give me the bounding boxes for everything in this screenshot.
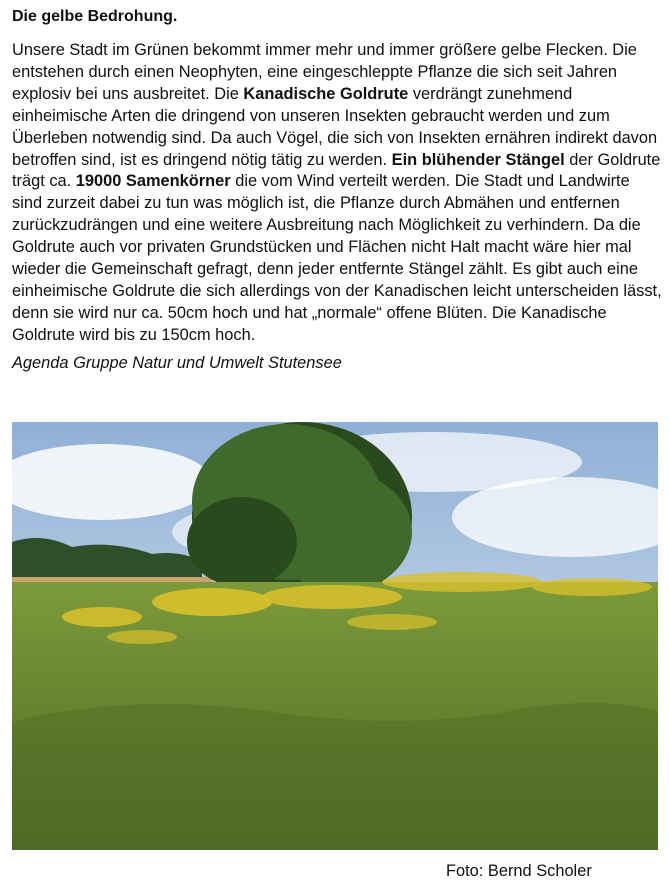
- goldenrod-field-photo: [12, 422, 658, 850]
- body-segment: die vom Wind verteilt werden. Die Stadt und Landwirte sind zurzeit dabei zu tun was möglich ist, die Pflanze durch Abmähen und entfernen zurückzudrängen und eine weitere Ausbreitung nach Möglichkeit zu verhindern. Da die Goldrute auch vor privaten Grundstücken und Flächen nicht Halt macht wäre hier mal wieder die Gemeinschaft gefragt, denn jeder entfernte Stängel zählt. Es gibt auch eine einheimische Goldrute die sich allerdings von der Kanadischen leicht unterscheiden lässt, denn sie wird nur ca. 50cm hoch und hat „normale“ offene Blüten. Die Kanadische Goldrute wird bis zu 150cm hoch.: [12, 172, 662, 344]
- body-segment: Unsere Stadt im Grünen bekommt immer mehr und immer größere gelbe Flecken. Die entstehen durch einen Neophyten, eine eingeschleppte Pflanze die sich seit Jahren explosiv bei uns ausbreitet. Die: [12, 41, 637, 103]
- author-line: Agenda Gruppe Natur und Umwelt Stutensee: [12, 354, 342, 372]
- body-segment: verdrängt zunehmend einheimische Arten die dringend von unseren Insekten gebraucht werden und zum Überleben notwendig sind. Da auch Vögel, die sich von Insekten ernähren indirekt davon betroffen sind, ist es dringend nötig tätig zu werden.: [12, 84, 658, 169]
- meadow-shadow: [12, 703, 658, 850]
- highlight-samenkoerner: 19000 Samenkörner: [75, 172, 231, 191]
- highlight-kanadische-goldrute: Kanadische Goldrute: [243, 84, 409, 103]
- photo-illustration: [12, 422, 658, 850]
- article-title: Die gelbe Bedrohung.: [12, 8, 178, 25]
- body-segment: der Goldrute trägt ca.: [12, 150, 661, 191]
- article-body: [12, 40, 662, 347]
- photo-credit: Foto: Bernd Scholer: [446, 862, 592, 880]
- highlight-bluehender-staengel: Ein blühender Stängel: [391, 150, 565, 169]
